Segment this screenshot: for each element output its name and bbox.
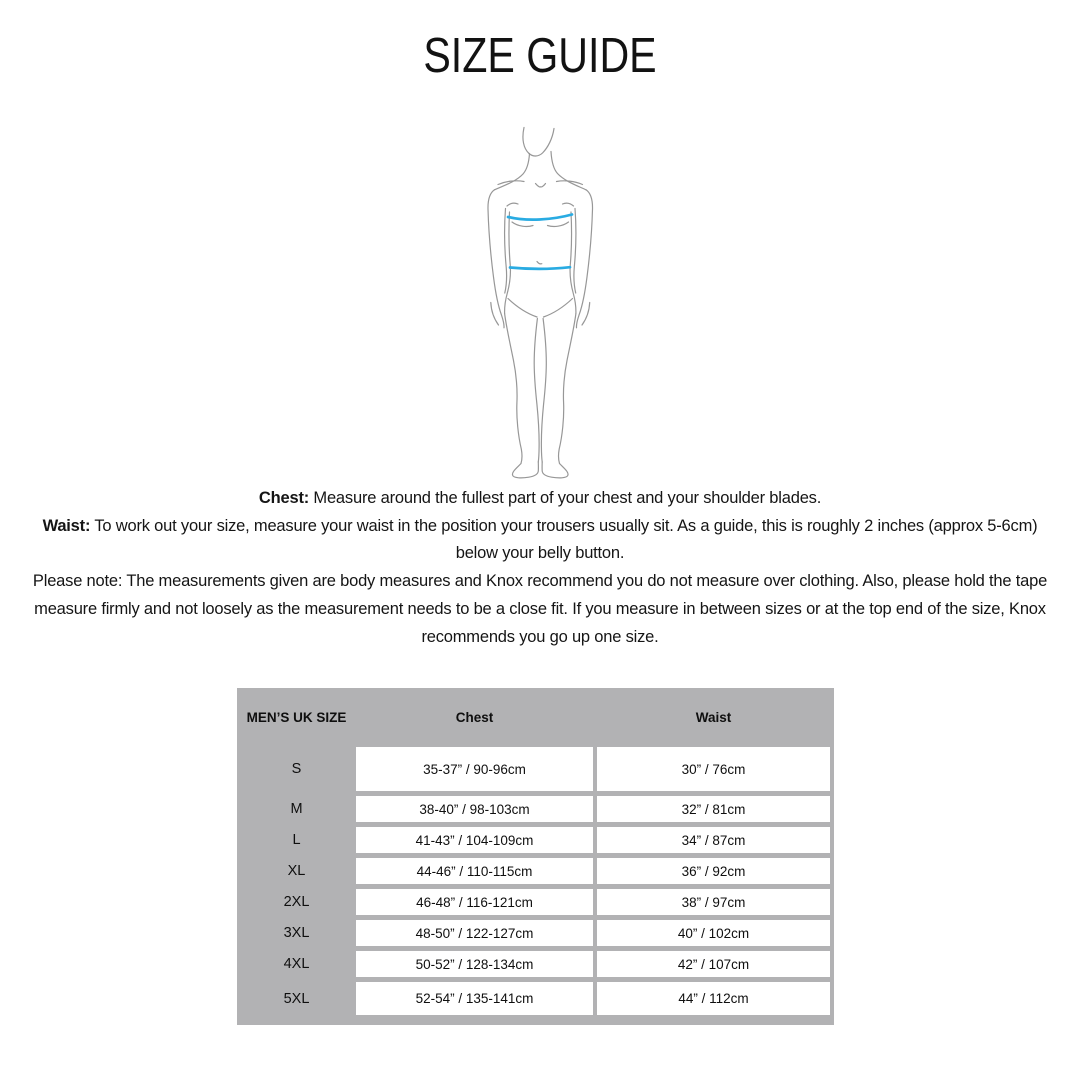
size-label: 4XL [283,956,310,972]
chest-value: 41-43” / 104-109cm [356,827,593,853]
pec-line-right [548,222,569,226]
table-row-l [237,827,834,853]
measurement-instructions [0,485,1080,651]
chest-instruction-text: Measure around the fullest part of your chest and your shoulder blades. [309,489,822,507]
foot-right [542,462,568,478]
waist-measure-line [510,267,570,269]
waist-instruction-line-2: below your belly button. [455,544,625,563]
note-line-3: recommends you go up one size. [421,627,659,646]
chest-value: 44-46” / 110-115cm [356,858,593,884]
size-label: XL [287,863,306,879]
chest-measure-line [508,215,572,220]
waist-value: 38” / 97cm [597,889,830,915]
waist-value: 32” / 81cm [597,796,830,822]
size-label: L [292,832,301,848]
header-waist: Waist [695,710,732,725]
size-table-header [237,688,834,747]
leg-right-outer [559,314,576,464]
hip-crease-left [508,299,537,318]
male-body-outline-illustration [480,120,604,484]
chest-value: 35-37” / 90-96cm [356,747,593,791]
leg-left-outer [505,314,522,464]
hand-left [491,303,499,326]
pec-line-left [512,222,533,226]
arm-right-outer [576,190,592,328]
male-body-outline [488,128,593,478]
inner-arm-right [574,209,576,294]
table-row-5xl [237,982,834,1015]
table-row-xl [237,858,834,884]
chest-instruction-line [0,485,1080,513]
hip-crease-right [544,299,573,318]
header-chest: Chest [455,710,494,725]
armpit-left [507,203,518,206]
waist-value: 34” / 87cm [597,827,830,853]
size-label: 2XL [283,894,310,910]
size-label: 5XL [283,990,310,1007]
body-measurement-figure [480,120,604,484]
table-row-4xl [237,951,834,977]
waist-value: 30” / 76cm [597,747,830,791]
chest-value: 50-52” / 128-134cm [356,951,593,977]
leg-right-inner [541,319,546,463]
table-row-3xl [237,920,834,946]
chest-value: 46-48” / 116-121cm [356,889,593,915]
head-outline [523,128,554,156]
sternal-notch [536,184,546,187]
size-label: S [291,761,302,777]
size-table [237,688,834,1025]
leg-left-inner [534,319,539,463]
table-row-2xl [237,889,834,915]
arm-left-outer [488,190,504,328]
note-line-1: Please note: The measurements given are body measures and Knox recommend you do not measure over clothing. Also, please hold the tape [32,572,1048,591]
chest-value: 48-50” / 122-127cm [356,920,593,946]
navel [537,262,542,264]
hand-right [582,303,590,326]
chest-value: 52-54” / 135-141cm [356,982,593,1015]
waist-instruction-label: Waist: [42,516,91,535]
chest-instruction-label: Chest: [258,489,310,507]
foot-left [512,462,538,478]
inner-arm-left [505,209,507,294]
size-label: M [290,801,303,817]
size-label: 3XL [283,925,310,941]
table-row-m [237,796,834,822]
waist-instruction-text: To work out your size, measure your waist in the position your trousers usually sit. As a guide, this is roughly 2 inches (approx 5-6cm) [90,516,1038,535]
header-size: MEN’S UK SIZE [246,710,347,725]
waist-value: 44” / 112cm [597,982,830,1015]
waist-instruction-line-1 [0,513,1080,541]
page-title: SIZE GUIDE [423,29,657,83]
waist-value: 36” / 92cm [597,858,830,884]
armpit-right [563,203,574,206]
table-row-s [237,747,834,791]
waist-value: 42” / 107cm [597,951,830,977]
waist-value: 40” / 102cm [597,920,830,946]
chest-value: 38-40” / 98-103cm [356,796,593,822]
note-line-2: measure firmly and not loosely as the measurement needs to be a close fit. If you measure in between sizes or at the top end of the size, Knox [34,599,1046,618]
